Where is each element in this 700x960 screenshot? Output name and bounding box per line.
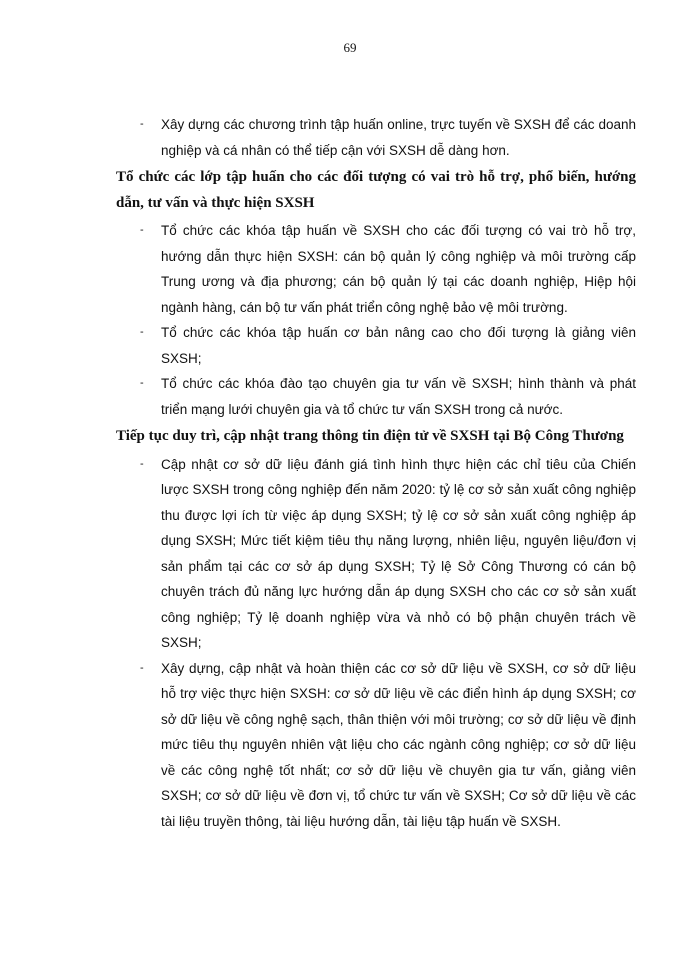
bullet-marker: - [140,377,144,389]
page-number: 69 [343,40,357,55]
bullet-item [116,452,636,656]
bullet-text: Tổ chức các khóa tập huấn về SXSH cho các đối tượng có vai trò hỗ trợ, hướng dẫn thực hiện SXSH: cán bộ quản lý công nghiệp và môi trường cấp Trung ương và địa phương; cán bộ quản lý tại các doanh nghiệp, Hiệp hội ngành hàng, cán bộ tư vấn phát triển công nghệ bảo vệ môi trường. [161,223,636,315]
bullet-text: Tổ chức các khóa tập huấn cơ bản nâng cao cho đối tượng là giảng viên SXSH; [161,325,636,366]
bullet-text: Xây dựng, cập nhật và hoàn thiện các cơ sở dữ liệu về SXSH, cơ sở dữ liệu hỗ trợ việc thực hiện SXSH: cơ sở dữ liệu về các điển hình áp dụng SXSH; cơ sở dữ liệu về công nghệ sạch, thân thiện với môi trường; cơ sở dữ liệu về định mức tiêu thụ nguyên nhiên vật liệu cho các ngành công nghiệp; cơ sở dữ liệu về các công nghệ tốt nhất; cơ sở dữ liệu về chuyên gia tư vấn, giảng viên SXSH; cơ sở dữ liệu về đơn vị, tổ chức tư vấn về SXSH; Cơ sở dữ liệu về các tài liệu truyền thông, tài liệu hướng dẫn, tài liệu tập huấn về SXSH. [161,660,636,829]
bullet-text: Cập nhật cơ sở dữ liệu đánh giá tình hình thực hiện các chỉ tiêu của Chiến lược SXSH trong công nghiệp đến năm 2020: tỷ lệ cơ sở sản xuất công nghiệp thu được lợi ích từ việc áp dụng SXSH; tỷ lệ cơ sở sản xuất công nghiệp áp dụng SXSH; Mức tiết kiệm tiêu thụ năng lượng, nhiên liệu, nguyên liệu/đơn vị sản phẩm tại các cơ sở áp dụng SXSH; Tỷ lệ Sở Công Thương có cán bộ chuyên trách đủ năng lực hướng dẫn áp dụng SXSH cho các cơ sở sản xuất công nghiệp; Tỷ lệ doanh nghiệp vừa và nhỏ có bộ phận chuyên trách về SXSH; [161,456,636,650]
bullet-marker: - [140,326,144,338]
bullet-item [116,218,636,320]
section-heading: Tổ chức các lớp tập huấn cho các đối tượng có vai trò hỗ trợ, phổ biến, hướng dẫn, tư vấn và thực hiện SXSH [116,169,636,211]
document-body [116,112,636,834]
bullet-item [116,112,636,163]
bullet-marker: - [140,661,144,674]
bullet-marker: - [140,224,144,236]
bullet-text: Tổ chức các khóa đào tạo chuyên gia tư vấn về SXSH; hình thành và phát triển mạng lưới chuyên gia và tổ chức tư vấn SXSH trong cả nước. [161,376,636,417]
section-heading: Tiếp tục duy trì, cập nhật trang thông tin điện tử về SXSH tại Bộ Công Thương [116,428,624,444]
bullet-item [116,320,636,371]
bullet-item [116,371,636,422]
bullet-marker: - [140,457,144,470]
bullet-text: Xây dựng các chương trình tập huấn online, trực tuyến về SXSH để các doanh nghiệp và cá nhân có thể tiếp cận với SXSH dễ dàng hơn. [161,117,636,158]
bullet-marker: - [140,118,144,130]
bullet-item [116,656,636,835]
